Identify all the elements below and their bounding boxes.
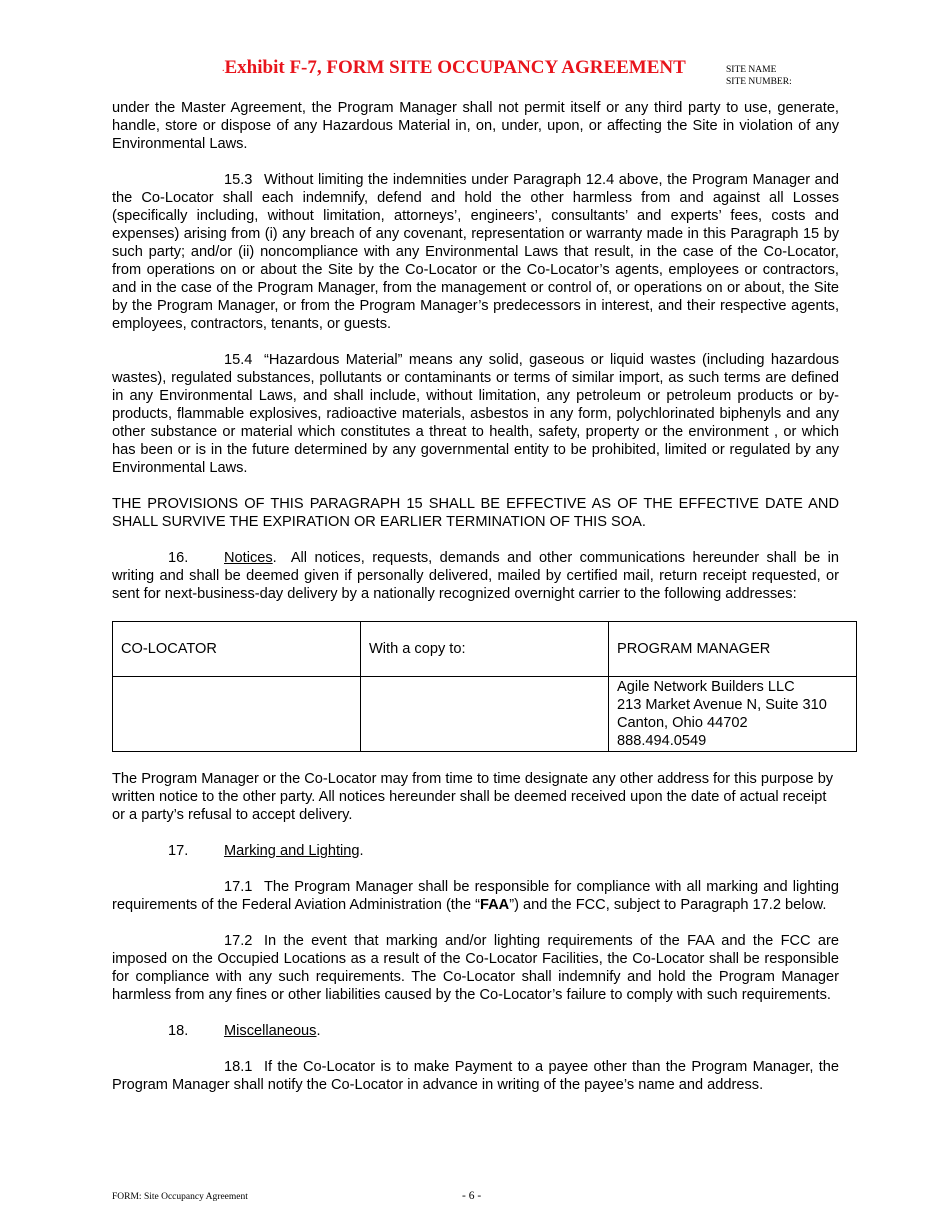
site-name-label: SITE NAME xyxy=(726,65,777,75)
co-locator-address-cell xyxy=(113,677,361,752)
footer-form-label: FORM: Site Occupancy Agreement xyxy=(112,1192,248,1202)
address-line: Canton, Ohio 44702 xyxy=(617,715,748,731)
section-heading: Marking and Lighting xyxy=(224,843,360,859)
page-number: - 6 - xyxy=(462,1190,482,1202)
paragraph-16 xyxy=(112,549,839,603)
section-18-heading xyxy=(112,1022,839,1040)
section-17-heading xyxy=(112,842,839,860)
section-number: 17. xyxy=(168,843,189,859)
table-address-row xyxy=(113,677,857,752)
section-heading: Notices xyxy=(224,550,273,566)
paragraph-text: In the event that marking and/or lighting requirements of the FAA and the FCC are imposed on the Occupied Locations as a result of the Co-Locator Facilities, the Co-Locator shall be responsible for compliance with any such requirements. The Co-Locator shall indemnify and hold the Program Manager harmless from any fines or other liabilities caused by the Co-Locator’s failure to comply with such requirements. xyxy=(112,933,839,1003)
address-line: Agile Network Builders LLC xyxy=(617,679,795,695)
paragraph-continuation: under the Master Agreement, the Program Manager shall not permit itself or any third party to use, generate, handle, store or dispose of any Hazardous Material in, on, under, upon, or affecting the Site in violation of any Environmental Laws. xyxy=(112,100,839,152)
address-line: 213 Market Avenue N, Suite 310 xyxy=(617,697,827,713)
site-number-label: SITE NUMBER: xyxy=(726,77,792,87)
paragraph-number: 15.4 xyxy=(224,352,253,368)
notice-address-table xyxy=(112,621,857,752)
faa-term: FAA xyxy=(480,897,510,913)
header-program-manager: PROGRAM MANAGER xyxy=(609,622,857,677)
header-copy-to: With a copy to: xyxy=(361,622,609,677)
paragraph-number: 17.1 xyxy=(224,879,253,895)
paragraph-text: If the Co-Locator is to make Payment to a payee other than the Program Manager, the Program Manager shall notify the Co-Locator in advance in writing of the payee’s name and address. xyxy=(112,1059,839,1093)
paragraph-15-3 xyxy=(112,171,839,333)
title-text: Exhibit F-7, FORM SITE OCCUPANCY AGREEMENT xyxy=(224,57,686,78)
paragraph-text: ”) and the FCC, subject to Paragraph 17.2 below. xyxy=(509,897,827,913)
document-body xyxy=(112,99,839,1112)
paragraph-18-1 xyxy=(112,1058,839,1094)
copy-to-address-cell xyxy=(361,677,609,752)
heading-period: . xyxy=(359,843,364,859)
address-line: 888.494.0549 xyxy=(617,733,707,749)
program-manager-address-cell xyxy=(609,677,857,752)
site-info xyxy=(726,64,792,88)
paragraph-17-1 xyxy=(112,878,839,914)
paragraph-number: 15.3 xyxy=(224,172,253,188)
heading-period: . xyxy=(316,1023,321,1039)
paragraph-15-4 xyxy=(112,351,839,477)
section-number: 16. xyxy=(168,550,189,566)
table-header-row xyxy=(113,622,857,677)
header-co-locator: CO-LOCATOR xyxy=(113,622,361,677)
paragraph-text: Without limiting the indemnities under Paragraph 12.4 above, the Program Manager and the Co-Locator shall each indemnify, defend and hold the other harmless from and against all Losses (specifically including, without limitation, attorneys’, engineers’, consultants’ and experts’ fees, costs and expenses) arising from (i) any breach of any covenant, representation or warranty made in this Paragraph 15 by such party; and/or (ii) noncompliance with any Environmental Laws that result, in the case of the Co-Locator, from operations on or about the Site by the Co-Locator or the Co-Locator’s agents, employees or contractors, and in the case of the Program Manager, from the management or control of, or operations on or about, the Site by the Program Manager, or from the Program Manager’s predecessors in interest, and their respective agents, employees, contractors, tenants, or guests. xyxy=(112,172,839,332)
paragraph-16-after: The Program Manager or the Co-Locator may from time to time designate any other address for this purpose by written notice to the other party. All notices hereunder shall be deemed received upon the date of actual receipt or a party’s refusal to accept delivery. xyxy=(112,771,834,823)
paragraph-text: All notices, requests, demands and other communications hereunder shall be in writing and shall be deemed given if personally delivered, mailed by certified mail, return receipt requested, or sent for next-business-day delivery by a nationally recognized overnight carrier to the following addresses: xyxy=(112,550,839,602)
document-title xyxy=(222,57,686,79)
paragraph-number: 17.2 xyxy=(224,933,253,949)
paragraph-text: “Hazardous Material” means any solid, gaseous or liquid wastes (including hazardous wastes), regulated substances, pollutants or contaminants or terms of similar import, as such terms are defined in any Environmental Laws, and shall include, without limitation, any petroleum or petroleum products or by-products, flammable explosives, radioactive materials, asbestos in any form, polychlorinated biphenyls and any other substance or material which constitutes a threat to health, safety, property or the environment , or which has been or is in the future determined by any governmental entity to be prohibited, limited or regulated by any Environmental Laws. xyxy=(112,352,839,476)
section-number: 18. xyxy=(168,1023,189,1039)
section-heading: Miscellaneous xyxy=(224,1023,317,1039)
title-marker: . xyxy=(222,63,225,74)
heading-period: . xyxy=(272,550,277,566)
paragraph-15-caps: THE PROVISIONS OF THIS PARAGRAPH 15 SHALL BE EFFECTIVE AS OF THE EFFECTIVE DATE AND SHALL SURVIVE THE EXPIRATION OR EARLIER TERMINATION OF THIS SOA. xyxy=(112,496,839,530)
paragraph-number: 18.1 xyxy=(224,1059,253,1075)
paragraph-text: The Program Manager shall be responsible for compliance with all marking and lighting requirements of the Federal Aviation Administration (the “ xyxy=(112,879,839,913)
paragraph-17-2 xyxy=(112,932,839,1004)
